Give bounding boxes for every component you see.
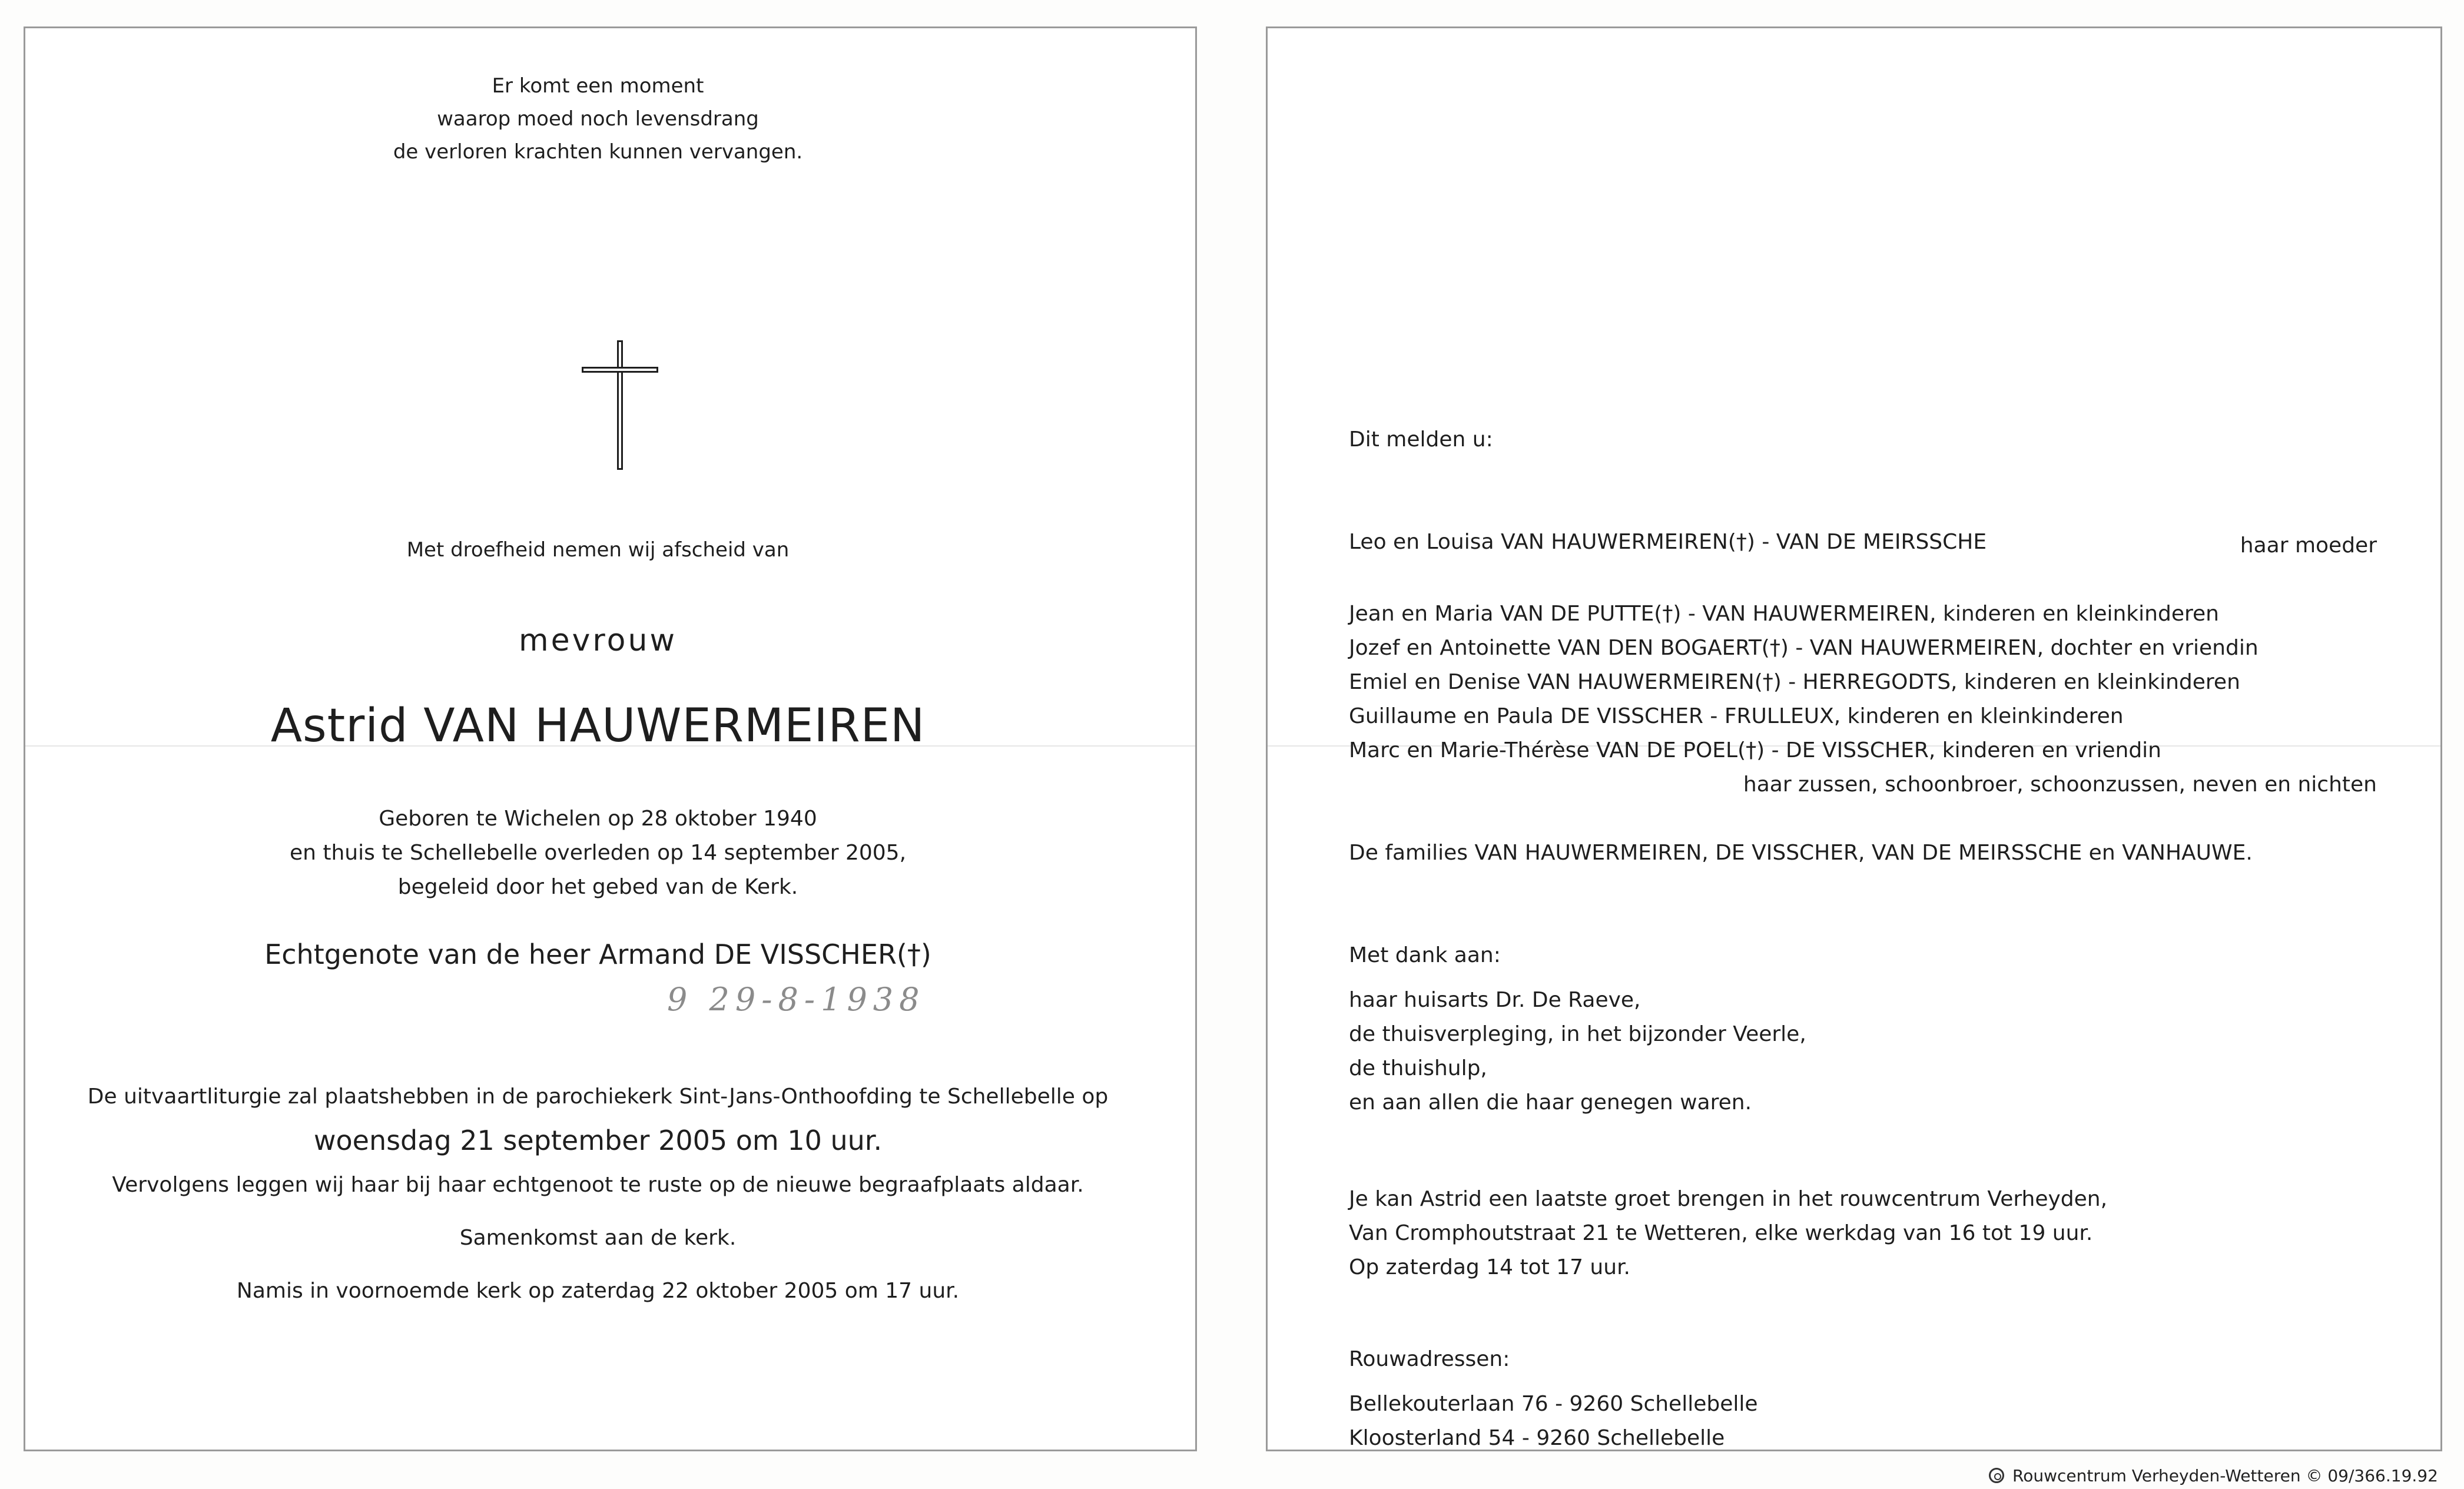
family-line: Guillaume en Paula DE VISSCHER - FRULLEUX, kinderen en kleinkinderen xyxy=(1349,704,2124,728)
families-line: De families VAN HAUWERMEIREN, DE VISSCHER, VAN DE MEIRSSCHE en VANHAUWE. xyxy=(1349,841,2253,865)
mother-line: Leo en Louisa VAN HAUWERMEIREN(†) - VAN DE MEIRSSCHE xyxy=(1349,530,1987,554)
poem-line-2: waarop moed noch levensdrang xyxy=(437,107,759,131)
right-panel xyxy=(1266,26,2442,1451)
handwritten-note: 9 29-8-1938 xyxy=(667,981,926,1018)
cross-icon xyxy=(582,340,658,470)
announce-text: Dit melden u: xyxy=(1349,427,1493,452)
birth-line-3: begeleid door het gebed van de Kerk. xyxy=(397,875,798,899)
thanks-line: en aan allen die haar genegen waren. xyxy=(1349,1090,1752,1115)
poem-line-1: Er komt een moment xyxy=(492,74,704,98)
address-line: Kloosterland 54 - 9260 Schellebelle xyxy=(1349,1426,1725,1450)
birth-line-2: en thuis te Schellebelle overleden op 14 september 2005, xyxy=(289,841,907,865)
family-summary: haar zussen, schoonbroer, schoonzussen, neven en nichten xyxy=(1743,772,2377,797)
family-line: Emiel en Denise VAN HAUWERMEIREN(†) - HERREGODTS, kinderen en kleinkinderen xyxy=(1349,670,2240,694)
thanks-title: Met dank aan: xyxy=(1349,943,1501,967)
intro-text: Met droefheid nemen wij afscheid van xyxy=(406,538,790,562)
thanks-line: haar huisarts Dr. De Raeve, xyxy=(1349,988,1641,1012)
addresses-title: Rouwadressen: xyxy=(1349,1347,1510,1371)
poem-line-3: de verloren krachten kunnen vervangen. xyxy=(393,140,803,164)
visit-line: Je kan Astrid een laatste groet brengen in het rouwcentrum Verheyden, xyxy=(1349,1187,2108,1211)
mother-role: haar moeder xyxy=(2240,533,2377,558)
spouse-line: Echtgenote van de heer Armand DE VISSCHER(†) xyxy=(264,938,931,970)
thanks-line: de thuishulp, xyxy=(1349,1056,1487,1080)
family-line: Jean en Maria VAN DE PUTTE(†) - VAN HAUWERMEIREN, kinderen en kleinkinderen xyxy=(1349,602,2219,626)
spiral-logo-icon xyxy=(1989,1468,2004,1483)
family-line: Marc en Marie-Thérèse VAN DE POEL(†) - DE VISSCHER, kinderen en vriendin xyxy=(1349,738,2161,762)
visit-line: Van Cromphoutstraat 21 te Wetteren, elke werkdag van 16 tot 19 uur. xyxy=(1349,1221,2093,1245)
burial-line: Vervolgens leggen wij haar bij haar echtgenoot te ruste op de nieuwe begraafplaats aldaar. xyxy=(112,1173,1084,1197)
funeral-date: woensdag 21 september 2005 om 10 uur. xyxy=(313,1125,883,1156)
visit-line: Op zaterdag 14 tot 17 uur. xyxy=(1349,1255,1631,1279)
salutation: mevrouw xyxy=(519,623,677,658)
funeral-line: De uitvaartliturgie zal plaatshebben in de parochiekerk Sint-Jans-Onthoofding te Schellebelle op xyxy=(87,1085,1109,1109)
address-line: Bellekouterlaan 76 - 9260 Schellebelle xyxy=(1349,1392,1758,1416)
deceased-name: Astrid VAN HAUWERMEIREN xyxy=(270,699,926,752)
gathering-line: Samenkomst aan de kerk. xyxy=(459,1226,737,1250)
birth-line-1: Geboren te Wichelen op 28 oktober 1940 xyxy=(379,807,817,831)
mass-line: Namis in voornoemde kerk op zaterdag 22 oktober 2005 om 17 uur. xyxy=(236,1279,960,1303)
footer-text: Rouwcentrum Verheyden-Wetteren © 09/366.19.92 xyxy=(2012,1466,2438,1485)
left-panel xyxy=(24,26,1197,1451)
family-line: Jozef en Antoinette VAN DEN BOGAERT(†) - VAN HAUWERMEIREN, dochter en vriendin xyxy=(1349,636,2259,660)
thanks-line: de thuisverpleging, in het bijzonder Veerle, xyxy=(1349,1022,1806,1046)
